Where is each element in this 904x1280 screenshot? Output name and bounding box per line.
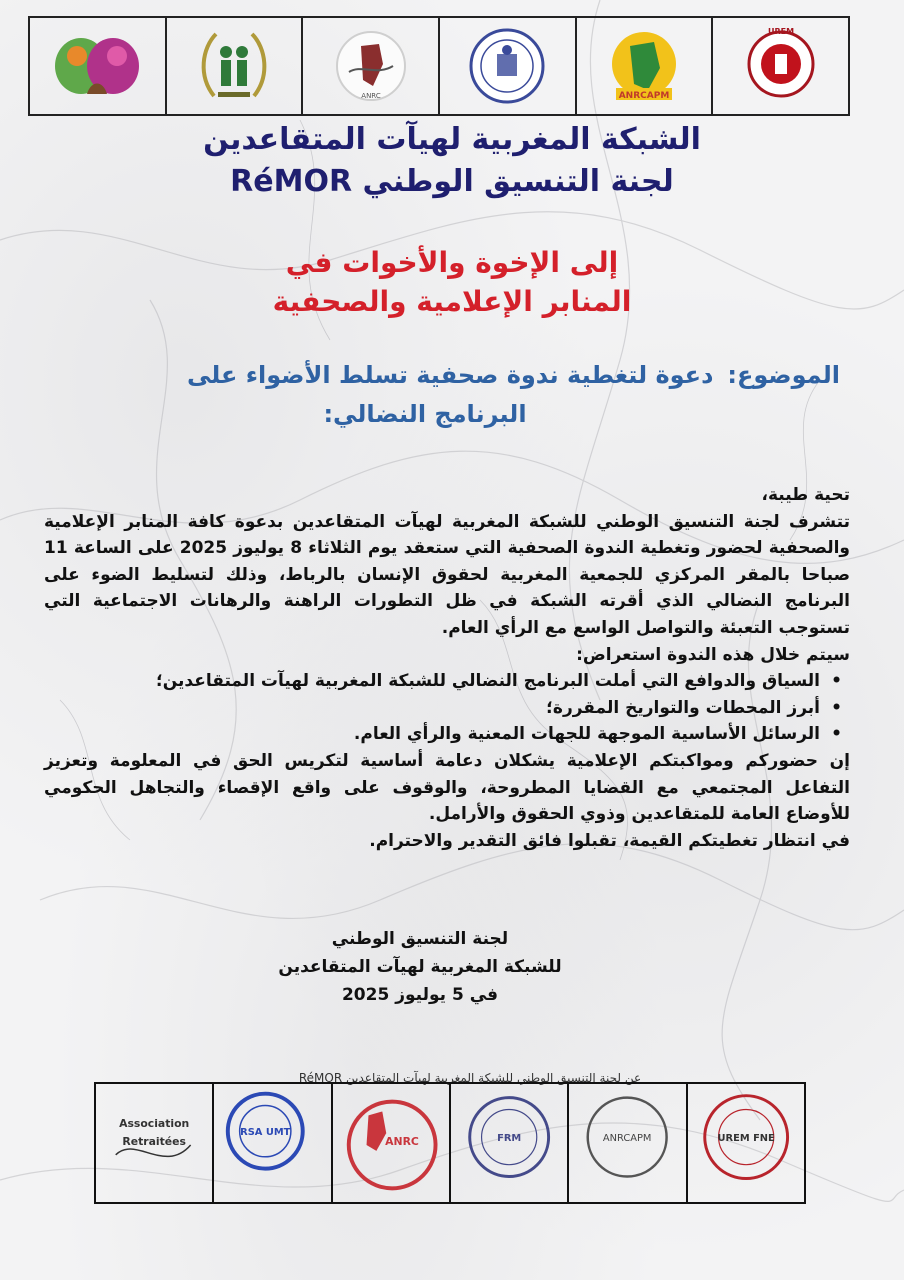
letter-body — [44, 482, 850, 854]
stamp-cell — [449, 1084, 567, 1202]
svg-text:ANRC: ANRC — [384, 1134, 419, 1148]
signature-line-2: للشبكة المغربية لهيآت المتقاعدين — [278, 957, 562, 977]
svg-text:Retraitées: Retraitées — [122, 1134, 186, 1148]
association-emblem-icon — [184, 24, 284, 108]
list-intro: سيتم خلال هذه الندوة استعراض: — [576, 644, 850, 665]
anrc-logo-icon — [321, 24, 421, 108]
association-stamp-icon — [96, 1084, 212, 1202]
svg-text:ANRC: ANRC — [360, 92, 381, 100]
heads-logo-icon — [47, 24, 147, 108]
svg-text:UREM FNE: UREM FNE — [717, 1133, 775, 1145]
stamp-cell — [94, 1084, 212, 1202]
subject-text: دعوة لتغطية ندوة صحفية تسلط الأضواء على — [186, 361, 714, 389]
addressee-line-1: إلى الإخوة والأخوات في — [285, 246, 619, 279]
logo-cell — [711, 18, 850, 114]
urem-logo-icon — [731, 24, 831, 108]
logo-cell — [165, 18, 302, 114]
paragraph-importance: إن حضوركم ومواكبتكم الإعلامية يشكلان دعامة أساسية لتكريس الحق في المعلومة وتعزيز التفاعل المجتمعي مع القضايا المطروحة، والوقوف على واقع الإقصاء والتجاهل الحكومي للأوضاع العامة للمتقاعدين وذوي الحقوق والأرامل. — [44, 750, 850, 825]
subject-line-2: البرنامج النضالي: — [323, 400, 527, 428]
signature-date: في 5 يوليوز 2025 — [341, 985, 499, 1005]
frm-stamp-icon — [451, 1084, 567, 1202]
svg-text:ANRCAPM: ANRCAPM — [603, 1133, 652, 1145]
list-item: • الرسائل الأساسية الموجهة للجهات المعنية والرأي العام. — [44, 721, 820, 748]
logo-cell — [301, 18, 438, 114]
anrc-stamp-icon — [333, 1084, 449, 1202]
signature-line-1: لجنة التنسيق الوطني — [331, 929, 509, 949]
list-item: • أبرز المحطات والتواريخ المقررة؛ — [44, 695, 820, 722]
greeting: تحية طيبة، — [761, 485, 850, 505]
logo-strip — [28, 16, 850, 116]
logo-cell — [28, 18, 165, 114]
committee-title: لجنة التنسيق الوطني RéMOR — [230, 164, 674, 199]
stamps-header: عن لجنة التنسيق الوطني للشبكة المغربية لهيآت المتقاعدين RéMOR — [298, 1071, 642, 1085]
closing-line: في انتظار تغطيتكم القيمة، تقبلوا فائق التقدير والاحترام. — [369, 830, 850, 851]
rsa-umt-stamp-icon — [214, 1084, 330, 1202]
signature-block — [250, 925, 590, 1009]
stamp-cell — [686, 1084, 806, 1202]
subject-label: الموضوع: — [727, 361, 840, 389]
stamp-cell — [212, 1084, 330, 1202]
svg-text:UREM: UREM — [767, 27, 794, 36]
seal-logo-icon — [457, 24, 557, 108]
addressee-line-2: المنابر الإعلامية والصحفية — [272, 285, 632, 318]
urem-fne-stamp-icon — [688, 1084, 804, 1202]
network-title: الشبكة المغربية لهيآت المتقاعدين — [203, 122, 701, 157]
subject-line — [40, 356, 840, 394]
list-item: • السياق والدوافع التي أملت البرنامج النضالي للشبكة المغربية لهيآت المتقاعدين؛ — [44, 668, 820, 695]
paragraph-invitation: تتشرف لجنة التنسيق الوطني للشبكة المغربية لهيآت المتقاعدين بدعوة كافة المنابر الإعلامية والصحفية لحضور وتغطية الندوة الصحفية التي ستعقد يوم الثلاثاء 8 يوليوز 2025 على الساعة 11 صباحا بالمقر المركزي للجمعية المغربية لحقوق الإنسان بالرباط، وذلك لتسليط الضوء على البرنامج النضالي الذي أقرته الشبكة في ظل التطورات الراهنة والرهانات الاجتماعية التي تستوجب التعبئة والتواصل الواسع مع الرأي العام. — [44, 511, 850, 638]
svg-text:FRM: FRM — [497, 1133, 522, 1145]
svg-text:ANRCAPM: ANRCAPM — [618, 91, 670, 101]
stamp-strip — [94, 1082, 806, 1204]
anrcapm-stamp-icon — [569, 1084, 685, 1202]
agenda-list — [44, 668, 850, 748]
logo-cell — [575, 18, 712, 114]
stamp-cell — [331, 1084, 449, 1202]
logo-cell — [438, 18, 575, 114]
stamp-cell — [567, 1084, 685, 1202]
anrcapm-logo-icon — [594, 24, 694, 108]
svg-text:RSA UMT: RSA UMT — [240, 1127, 291, 1139]
svg-text:Association: Association — [119, 1117, 190, 1131]
